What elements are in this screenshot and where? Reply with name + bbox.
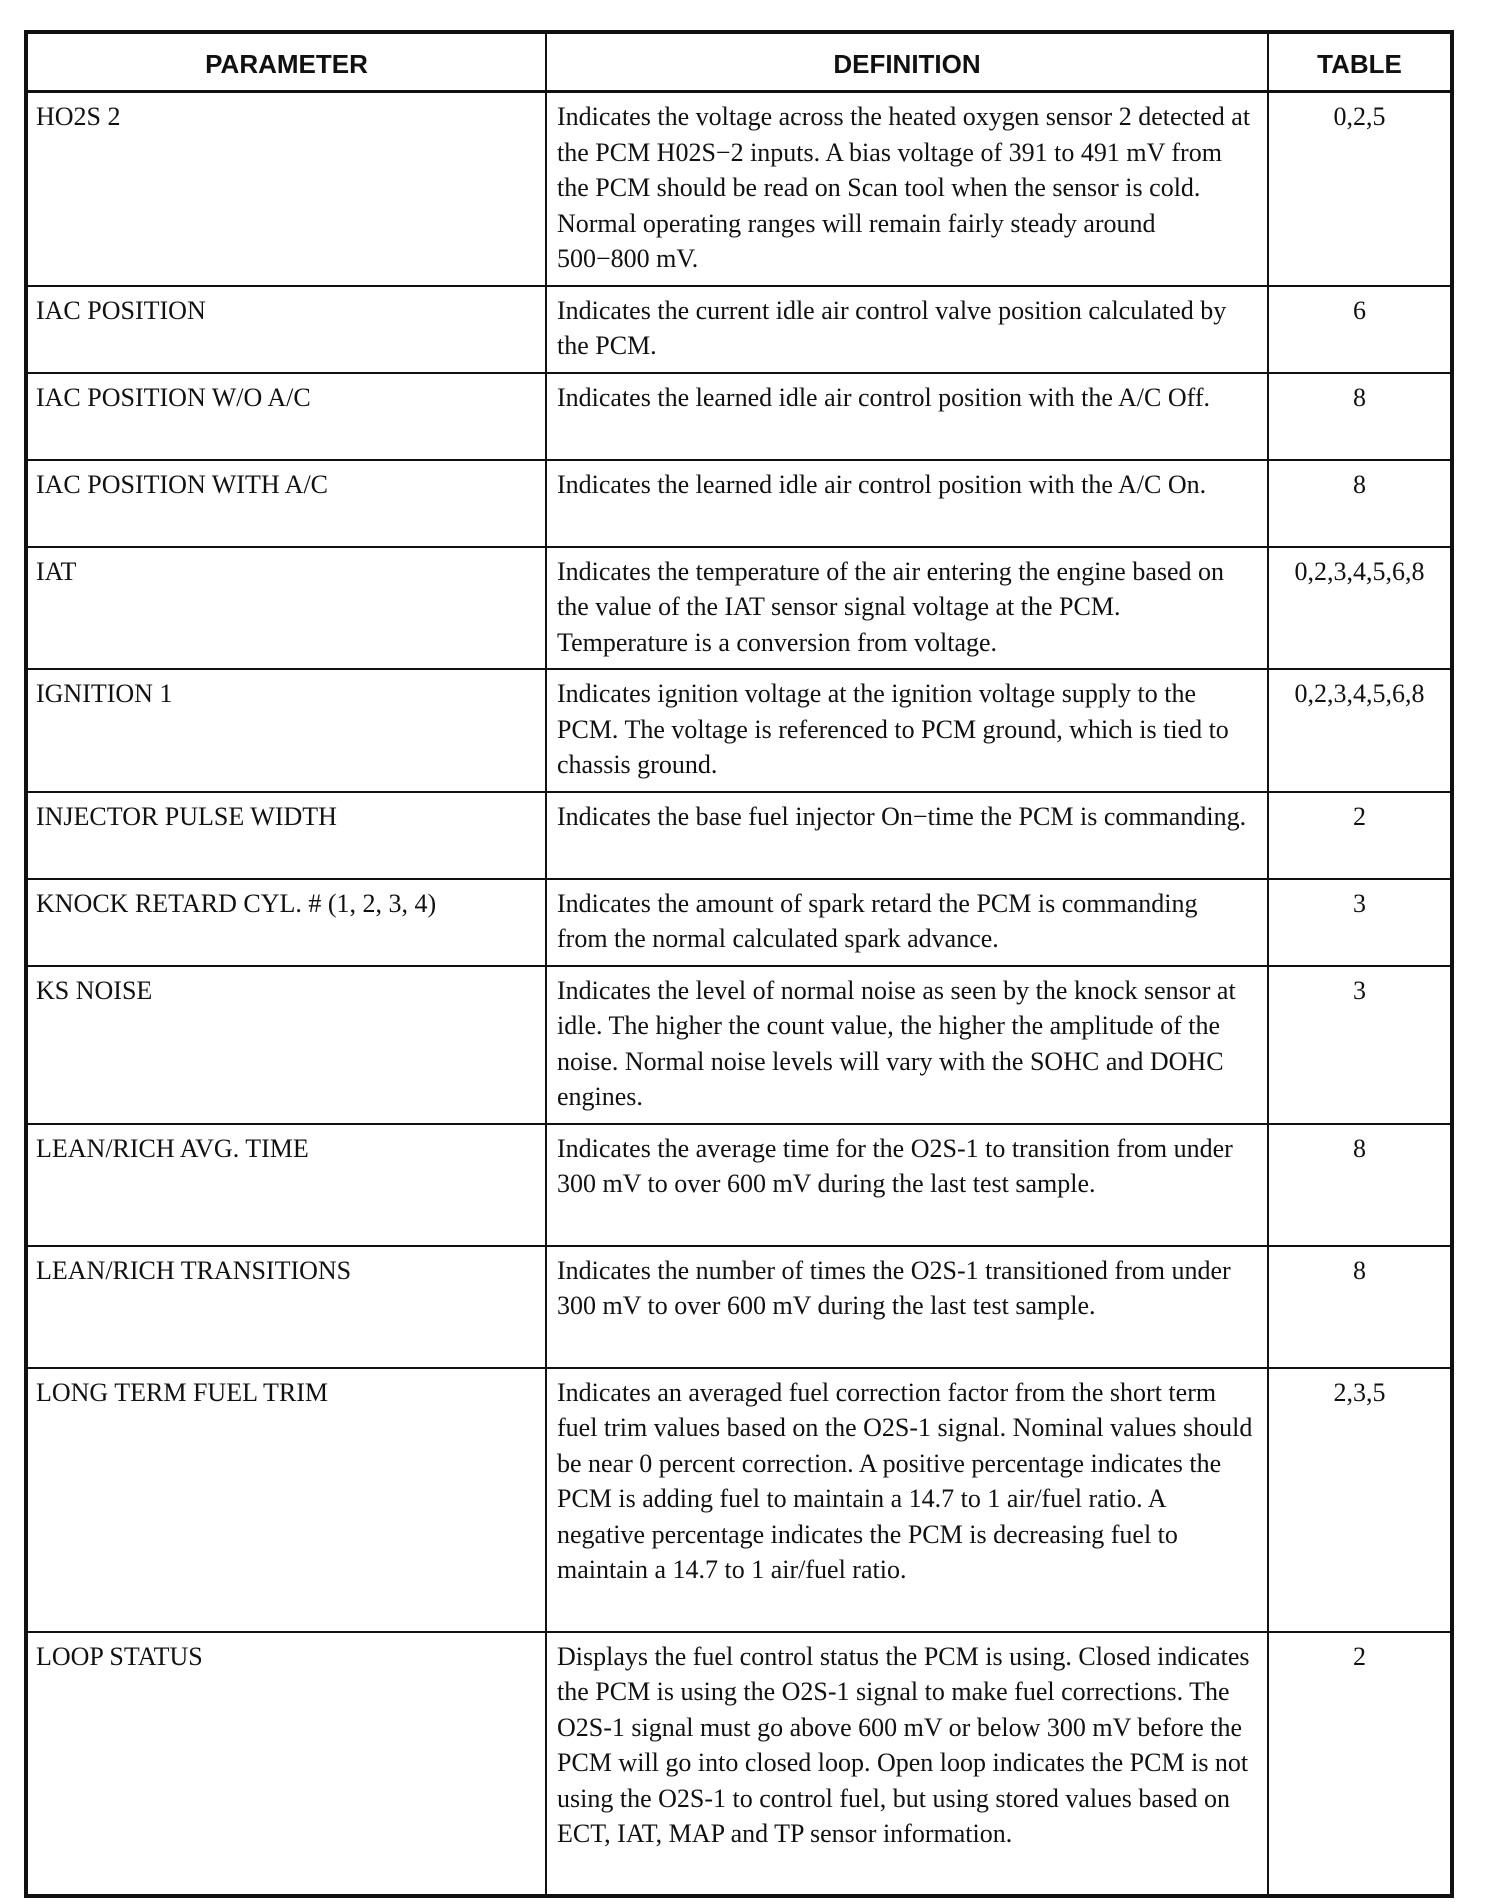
definition-cell: Indicates the learned idle air control position with the A/C On.	[546, 460, 1268, 547]
header-table: TABLE	[1268, 32, 1452, 92]
parameter-cell: IAT	[26, 547, 546, 670]
parameter-cell: IGNITION 1	[26, 669, 546, 792]
table-row	[26, 879, 1452, 966]
table-ref-cell: 2,3,5	[1268, 1368, 1452, 1632]
parameter-cell: IAC POSITION	[26, 286, 546, 373]
definition-cell: Indicates the voltage across the heated oxygen sensor 2 detected at the PCM H02S−2 inputs. A bias voltage of 391 to 491 mV from the PCM should be read on Scan tool when the sensor is cold. Normal operating ranges will remain fairly steady around 500−800 mV.	[546, 92, 1268, 286]
definition-cell: Indicates the learned idle air control position with the A/C Off.	[546, 373, 1268, 460]
table-row	[26, 1124, 1452, 1246]
parameter-cell: IAC POSITION W/O A/C	[26, 373, 546, 460]
table-row	[26, 1368, 1452, 1632]
definition-cell: Indicates the amount of spark retard the PCM is commanding from the normal calculated spark advance.	[546, 879, 1268, 966]
table-row	[26, 792, 1452, 879]
table-header-row	[26, 32, 1452, 92]
definition-cell: Indicates the base fuel injector On−time the PCM is commanding.	[546, 792, 1268, 879]
table-ref-cell: 8	[1268, 460, 1452, 547]
parameter-cell: INJECTOR PULSE WIDTH	[26, 792, 546, 879]
definition-cell: Displays the fuel control status the PCM is using. Closed indicates the PCM is using the O2S-1 signal to make fuel corrections. The O2S-1 signal must go above 600 mV or below 300 mV before the PCM will go into closed loop. Open loop indicates the PCM is not using the O2S-1 to control fuel, but using stored values based on ECT, IAT, MAP and TP sensor information.	[546, 1632, 1268, 1896]
table-ref-cell: 2	[1268, 792, 1452, 879]
parameter-cell: IAC POSITION WITH A/C	[26, 460, 546, 547]
table-ref-cell: 0,2,3,4,5,6,8	[1268, 547, 1452, 670]
parameter-cell: HO2S 2	[26, 92, 546, 286]
table-row	[26, 1632, 1452, 1896]
table-ref-cell: 8	[1268, 1124, 1452, 1246]
parameter-cell: LEAN/RICH TRANSITIONS	[26, 1246, 546, 1368]
parameter-cell: LOOP STATUS	[26, 1632, 546, 1896]
table-ref-cell: 3	[1268, 966, 1452, 1124]
header-parameter: PARAMETER	[26, 32, 546, 92]
table-row	[26, 669, 1452, 792]
table-row	[26, 1246, 1452, 1368]
table-row	[26, 460, 1452, 547]
definition-cell: Indicates the number of times the O2S-1 transitioned from under 300 mV to over 600 mV during the last test sample.	[546, 1246, 1268, 1368]
table-ref-cell: 8	[1268, 373, 1452, 460]
definition-cell: Indicates the level of normal noise as seen by the knock sensor at idle. The higher the count value, the higher the amplitude of the noise. Normal noise levels will vary with the SOHC and DOHC engines.	[546, 966, 1268, 1124]
definition-cell: Indicates an averaged fuel correction factor from the short term fuel trim values based on the O2S-1 signal. Nominal values should be near 0 percent correction. A positive percentage indicates the PCM is adding fuel to maintain a 14.7 to 1 air/fuel ratio. A negative percentage indicates the PCM is decreasing fuel to maintain a 14.7 to 1 air/fuel ratio.	[546, 1368, 1268, 1632]
definition-cell: Indicates the temperature of the air entering the engine based on the value of the IAT sensor signal voltage at the PCM. Temperature is a conversion from voltage.	[546, 547, 1268, 670]
parameter-cell: KS NOISE	[26, 966, 546, 1124]
definition-cell: Indicates ignition voltage at the ignition voltage supply to the PCM. The voltage is referenced to PCM ground, which is tied to chassis ground.	[546, 669, 1268, 792]
table-row	[26, 92, 1452, 286]
table-ref-cell: 8	[1268, 1246, 1452, 1368]
table-row	[26, 286, 1452, 373]
parameter-definition-table	[24, 30, 1454, 1898]
table-ref-cell: 2	[1268, 1632, 1452, 1896]
table-ref-cell: 3	[1268, 879, 1452, 966]
table-row	[26, 373, 1452, 460]
header-definition: DEFINITION	[546, 32, 1268, 92]
table-ref-cell: 0,2,3,4,5,6,8	[1268, 669, 1452, 792]
definition-cell: Indicates the average time for the O2S-1 to transition from under 300 mV to over 600 mV during the last test sample.	[546, 1124, 1268, 1246]
table-row	[26, 966, 1452, 1124]
table-row	[26, 547, 1452, 670]
table-ref-cell: 6	[1268, 286, 1452, 373]
definition-cell: Indicates the current idle air control valve position calculated by the PCM.	[546, 286, 1268, 373]
table-ref-cell: 0,2,5	[1268, 92, 1452, 286]
parameter-cell: LONG TERM FUEL TRIM	[26, 1368, 546, 1632]
parameter-cell: KNOCK RETARD CYL. # (1, 2, 3, 4)	[26, 879, 546, 966]
parameter-cell: LEAN/RICH AVG. TIME	[26, 1124, 546, 1246]
